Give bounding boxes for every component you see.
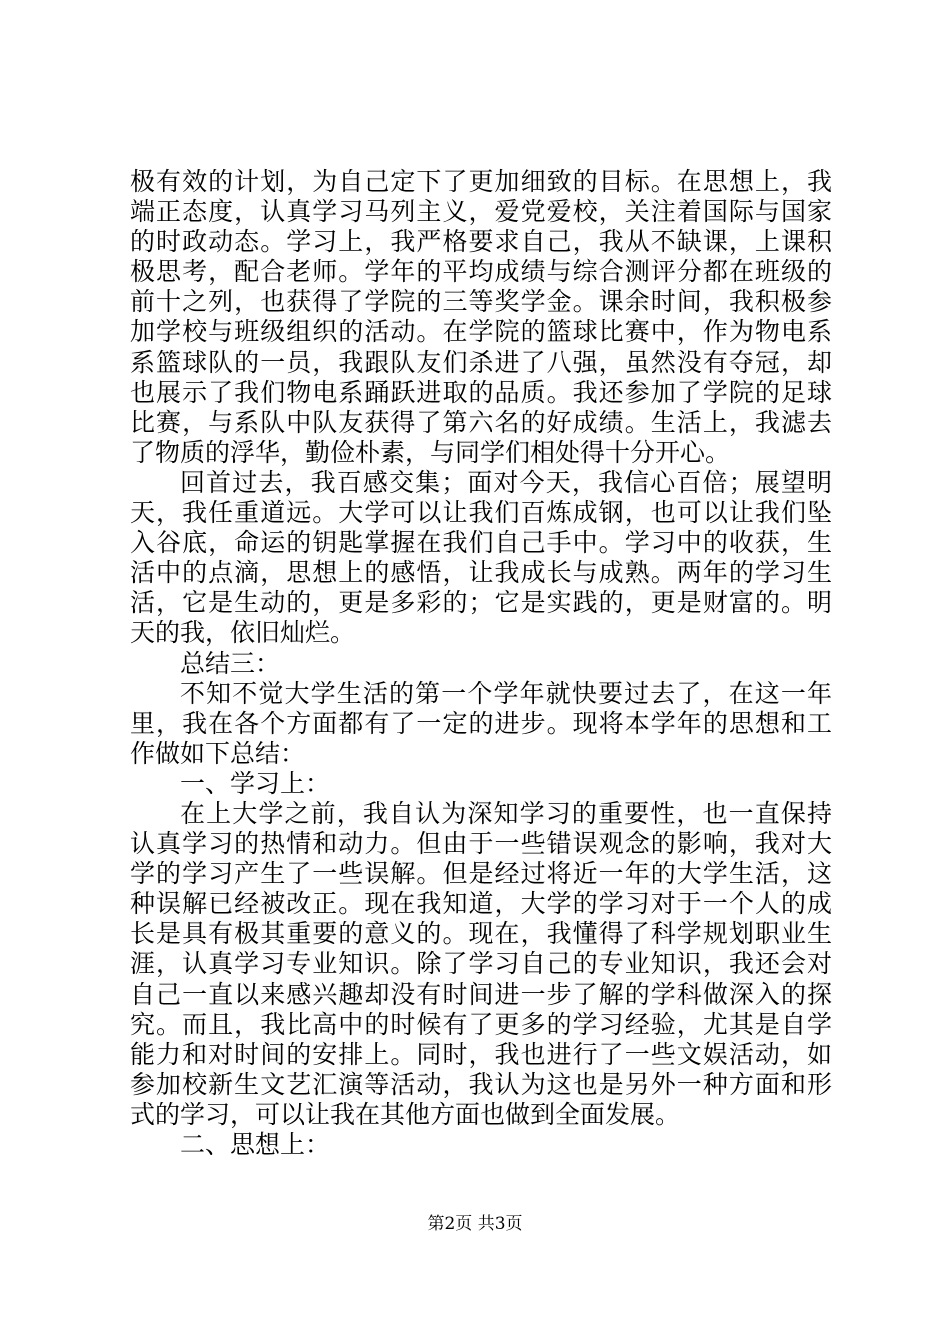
text-line: 一、学习上： [180, 768, 331, 798]
text-line: 比赛，与系队中队友获得了第六名的好成绩。生活上，我滤去 [130, 407, 832, 437]
text-line: 究。而且，我比高中的时候有了更多的学习经验，尤其是自学 [130, 1009, 832, 1039]
text-line: 里，我在各个方面都有了一定的进步。现将本学年的思想和工 [130, 708, 832, 738]
text-line: 前十之列，也获得了学院的三等奖学金。课余时间，我积极参 [130, 287, 832, 317]
text-line: 也展示了我们物电系踊跃进取的品质。我还参加了学院的足球 [130, 377, 832, 407]
text-line: 极有效的计划，为自己定下了更加细致的目标。在思想上，我 [130, 167, 832, 196]
text-line: 不知不觉大学生活的第一个学年就快要过去了，在这一年 [180, 678, 832, 708]
text-line: 式的学习，可以让我在其他方面也做到全面发展。 [130, 1099, 681, 1129]
text-line: 认真学习的热情和动力。但由于一些错误观念的影响，我对大 [130, 829, 832, 859]
text-line: 活中的点滴，思想上的感悟，让我成长与成熟。两年的学习生 [130, 558, 832, 588]
text-line: 天的我，依旧灿烂。 [130, 618, 356, 648]
text-line: 总结三： [180, 648, 281, 678]
text-line: 在上大学之前，我自认为深知学习的重要性，也一直保持 [180, 798, 832, 828]
text-line: 二、思想上： [180, 1130, 331, 1159]
text-line: 系篮球队的一员，我跟队友们杀进了八强，虽然没有夺冠，却 [130, 347, 832, 377]
text-line: 天，我任重道远。大学可以让我们百炼成钢，也可以让我们坠 [130, 498, 832, 528]
text-line: 极思考，配合老师。学年的平均成绩与综合测评分都在班级的 [130, 257, 832, 287]
text-line: 种误解已经被改正。现在我知道，大学的学习对于一个人的成 [130, 889, 832, 919]
text-line: 学的学习产生了一些误解。但是经过将近一年的大学生活，这 [130, 859, 832, 889]
text-line: 端正态度，认真学习马列主义，爱党爱校，关注着国际与国家 [130, 197, 832, 227]
text-line: 了物质的浮华，勤俭朴素，与同学们相处得十分开心。 [130, 437, 731, 467]
text-line: 涯，认真学习专业知识。除了学习自己的专业知识，我还会对 [130, 949, 832, 979]
text-line: 作做如下总结： [130, 738, 306, 768]
text-line: 活，它是生动的，更是多彩的；它是实践的，更是财富的。明 [130, 588, 832, 618]
page-footer: 第2页 共3页 [427, 1214, 523, 1234]
text-line: 能力和对时间的安排上。同时，我也进行了一些文娱活动，如 [130, 1039, 832, 1069]
text-line: 长是具有极其重要的意义的。现在，我懂得了科学规划职业生 [130, 919, 832, 949]
text-line: 回首过去，我百感交集；面对今天，我信心百倍；展望明 [180, 467, 832, 497]
text-line: 的时政动态。学习上，我严格要求自己，我从不缺课，上课积 [130, 227, 832, 257]
document-body [130, 167, 832, 1160]
text-line: 加学校与班级组织的活动。在学院的篮球比赛中，作为物电系 [130, 317, 832, 347]
text-line: 入谷底，命运的钥匙掌握在我们自己手中。学习中的收获，生 [130, 528, 832, 558]
text-line: 参加校新生文艺汇演等活动，我认为这也是另外一种方面和形 [130, 1069, 832, 1099]
text-line: 自己一直以来感兴趣却没有时间进一步了解的学科做深入的探 [130, 979, 832, 1009]
